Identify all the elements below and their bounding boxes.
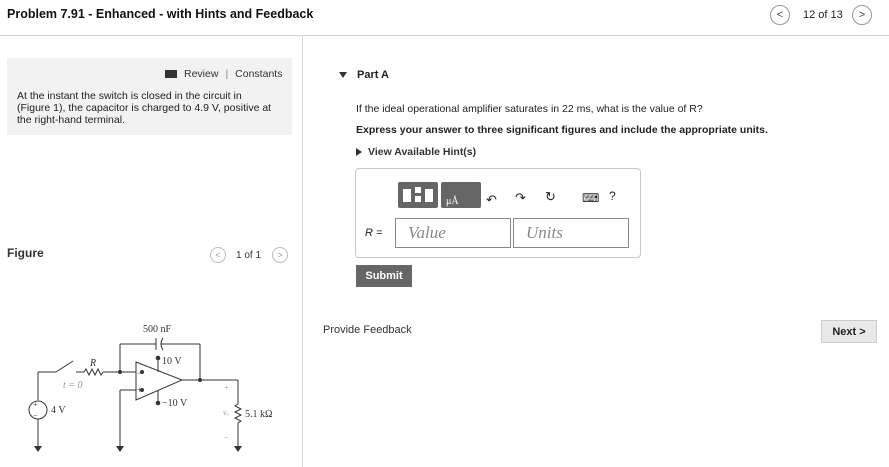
- keyboard-icon[interactable]: ⌨: [582, 191, 600, 205]
- chevron-right-icon: >: [859, 325, 866, 338]
- next-label: Next: [832, 325, 857, 338]
- part-a-label: Part A: [357, 69, 389, 81]
- noninverting-input-sign: +: [137, 385, 143, 395]
- output-voltage-label: vₒ: [223, 408, 229, 417]
- part-a-header[interactable]: [339, 69, 389, 81]
- chevron-left-icon: <: [215, 250, 221, 260]
- problem-line: At the instant the switch is closed in the circuit in: [17, 90, 242, 102]
- book-icon: [165, 70, 177, 78]
- question-text: If the ideal operational amplifier saturates in 22 ms, what is the value of R?: [356, 103, 703, 115]
- source-plus-sign: +: [33, 400, 38, 409]
- reset-icon[interactable]: ↻: [545, 189, 556, 204]
- figure-heading: Figure: [7, 246, 44, 260]
- chevron-left-icon: <: [776, 9, 784, 21]
- expand-triangle-icon: [356, 148, 362, 156]
- answer-variable-label: R =: [365, 227, 383, 239]
- capacitor-label: 500 nF: [143, 324, 172, 335]
- review-link[interactable]: Review: [184, 68, 219, 80]
- switch-time-label: t = 0: [63, 380, 83, 391]
- figure-prev-button[interactable]: [210, 247, 226, 263]
- negative-rail-label: −10 V: [162, 398, 188, 409]
- problem-line: (Figure 1), the capacitor is charged to 4.9 V, positive at: [17, 102, 272, 114]
- ground-arrows: [34, 446, 242, 452]
- op-amp-symbol: [136, 362, 182, 400]
- view-hints-toggle[interactable]: [356, 146, 476, 158]
- problem-line: the right-hand terminal.: [17, 114, 125, 126]
- previous-problem-button[interactable]: [770, 5, 790, 25]
- constants-link[interactable]: Constants: [235, 68, 283, 80]
- source-voltage-label: 4 V: [51, 405, 66, 416]
- submit-button[interactable]: Submit: [356, 265, 412, 287]
- chevron-right-icon: >: [277, 250, 283, 260]
- next-problem-button[interactable]: [852, 5, 872, 25]
- undo-icon[interactable]: ↶: [486, 192, 497, 207]
- voltage-source-symbol: [29, 401, 47, 419]
- figure-next-button[interactable]: [272, 247, 288, 263]
- value-input[interactable]: Value: [395, 218, 511, 248]
- provide-feedback-link[interactable]: Provide Feedback: [323, 324, 412, 336]
- hint-label: View Available Hint(s): [368, 146, 477, 158]
- help-icon[interactable]: ?: [609, 189, 616, 203]
- link-separator: |: [225, 68, 229, 80]
- resistor-label: R: [90, 358, 97, 369]
- page-title: Problem 7.91 - Enhanced - with Hints and Feedback: [7, 7, 314, 21]
- load-resistor-symbol: [235, 404, 241, 423]
- templates-icon: [398, 182, 438, 208]
- resistor-r-symbol: [84, 369, 103, 375]
- header-divider: [0, 35, 889, 36]
- figure-counter: 1 of 1: [236, 250, 262, 261]
- units-input[interactable]: Units: [513, 218, 629, 248]
- collapse-triangle-icon: [339, 72, 347, 78]
- svg-text:μÅ: μÅ: [446, 196, 459, 207]
- output-plus-sign: +: [224, 383, 229, 392]
- templates-button[interactable]: [398, 182, 438, 208]
- answer-instruction: Express your answer to three significant figures and include the appropriate units.: [356, 124, 768, 136]
- resource-links: [165, 68, 282, 80]
- source-minus-sign: −: [33, 411, 38, 420]
- problem-counter: 12 of 13: [803, 9, 843, 21]
- inverting-input-sign: −: [137, 368, 143, 378]
- chevron-right-icon: >: [858, 9, 866, 21]
- next-button[interactable]: [821, 320, 877, 343]
- output-minus-sign: −: [224, 433, 229, 442]
- column-divider: [302, 36, 303, 467]
- switch-symbol: [56, 361, 73, 372]
- load-resistor-label: 5.1 kΩ: [245, 409, 273, 420]
- redo-icon[interactable]: ↷: [515, 190, 526, 205]
- units-symbol-icon: [441, 182, 467, 208]
- positive-rail-label: 10 V: [162, 356, 182, 367]
- units-symbol-button[interactable]: [441, 182, 481, 208]
- circuit-diagram: [20, 318, 285, 460]
- problem-statement: [17, 90, 285, 126]
